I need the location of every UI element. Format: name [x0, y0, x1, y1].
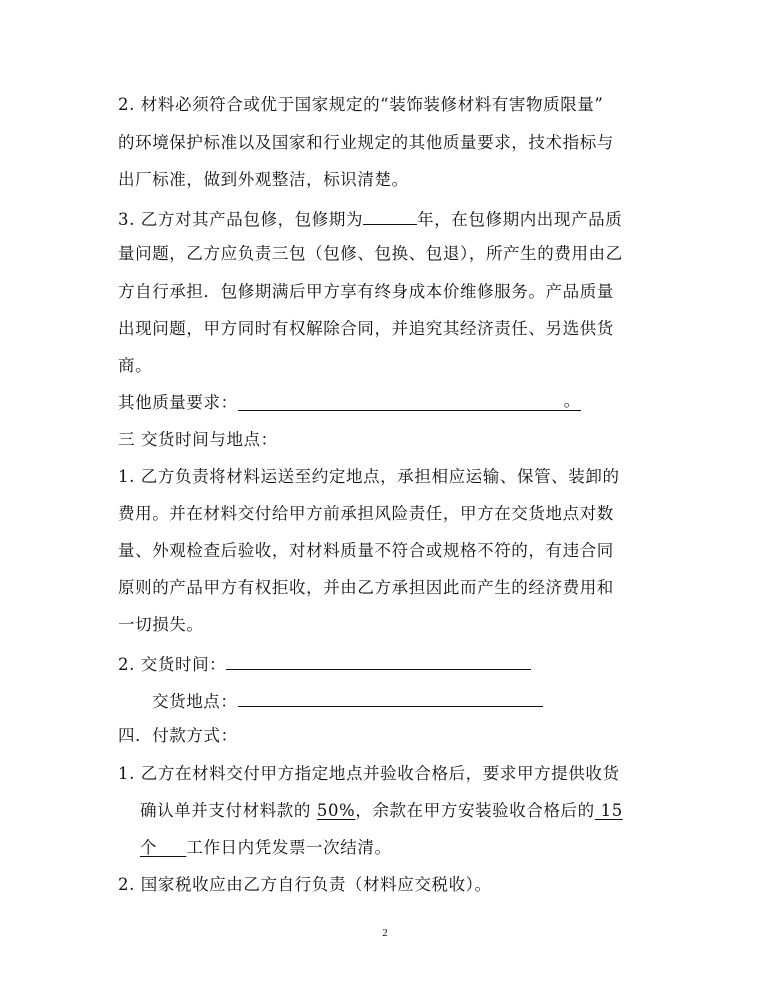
text-line: 一切损失。 — [118, 615, 204, 634]
text-line: 费用。并在材料交付给甲方前承担风险责任，甲方在交货地点对数 — [118, 504, 614, 523]
warranty-label-tail: 年，在包修期内出现产品质 — [417, 210, 623, 229]
text-line: 1. 乙方负责将材料运送至约定地点，承担相应运输、保管、装卸的 — [118, 467, 620, 486]
delivery-place-blank — [238, 689, 543, 707]
text-line: 商。 — [118, 356, 153, 375]
payment-text: 工作日内凭发票一次结清。 — [186, 838, 392, 857]
text-line: 出现问题，甲方同时有权解除合同，并追究其经济责任、另选供货 — [118, 319, 614, 338]
other-quality-label: 其他质量要求： — [118, 393, 238, 412]
delivery-place-line — [152, 689, 543, 712]
delivery-time-label: 2. 交货时间： — [118, 655, 227, 674]
other-quality-blank — [238, 393, 581, 411]
payment-days-unit: 个 — [140, 838, 158, 857]
text-line-warranty — [118, 207, 622, 230]
payment-terms-line — [140, 801, 623, 821]
text-line: 的环境保护标准以及国家和行业规定的其他质量要求，技术指标与 — [118, 133, 614, 152]
delivery-time-blank — [226, 652, 531, 670]
warranty-label: 3. 乙方对其产品包修，包修期为 — [118, 210, 364, 229]
text-line: 量问题，乙方应负责三包（包修、包换、包退），所产生的费用由乙 — [118, 244, 623, 263]
payment-text: 确认单并支付材料款的 — [140, 801, 317, 820]
text-line: 方自行承担．包修期满后甲方享有终身成本价维修服务。产品质量 — [118, 282, 614, 301]
text-line: 原则的产品甲方有权拒收，并由乙方承担因此而产生的经济费用和 — [118, 578, 614, 597]
payment-text: ，余款在甲方安装验收合格后的 — [355, 801, 595, 820]
text-line: 1. 乙方在材料交付甲方指定地点并验收合格后，要求甲方提供收货 — [118, 764, 620, 783]
text-line: 2. 材料必须符合或优于国家规定的“装饰装修材料有害物质限量” — [118, 95, 604, 114]
blank-end-mark: 。 — [563, 391, 581, 410]
payment-percent: 50% — [316, 801, 356, 820]
delivery-place-label: 交货地点： — [152, 692, 238, 711]
warranty-period-blank — [363, 207, 417, 225]
section-heading-delivery: 三 交货时间与地点： — [118, 430, 278, 449]
delivery-time-line — [118, 652, 531, 675]
text-line: 量、外观检查后验收，对材料质量不符合或规格不符的，有违合同 — [118, 541, 614, 560]
payment-days: 15 — [600, 801, 623, 820]
section-heading-payment: 四．付款方式： — [118, 726, 238, 745]
other-quality-line — [118, 393, 581, 413]
page-number: 2 — [382, 927, 388, 939]
text-line: 2. 国家税收应由乙方自行负责（材料应交税收）。 — [118, 875, 492, 894]
payment-terms-line-2 — [140, 838, 392, 858]
text-line: 出厂标准，做到外观整洁，标识清楚。 — [118, 170, 409, 189]
